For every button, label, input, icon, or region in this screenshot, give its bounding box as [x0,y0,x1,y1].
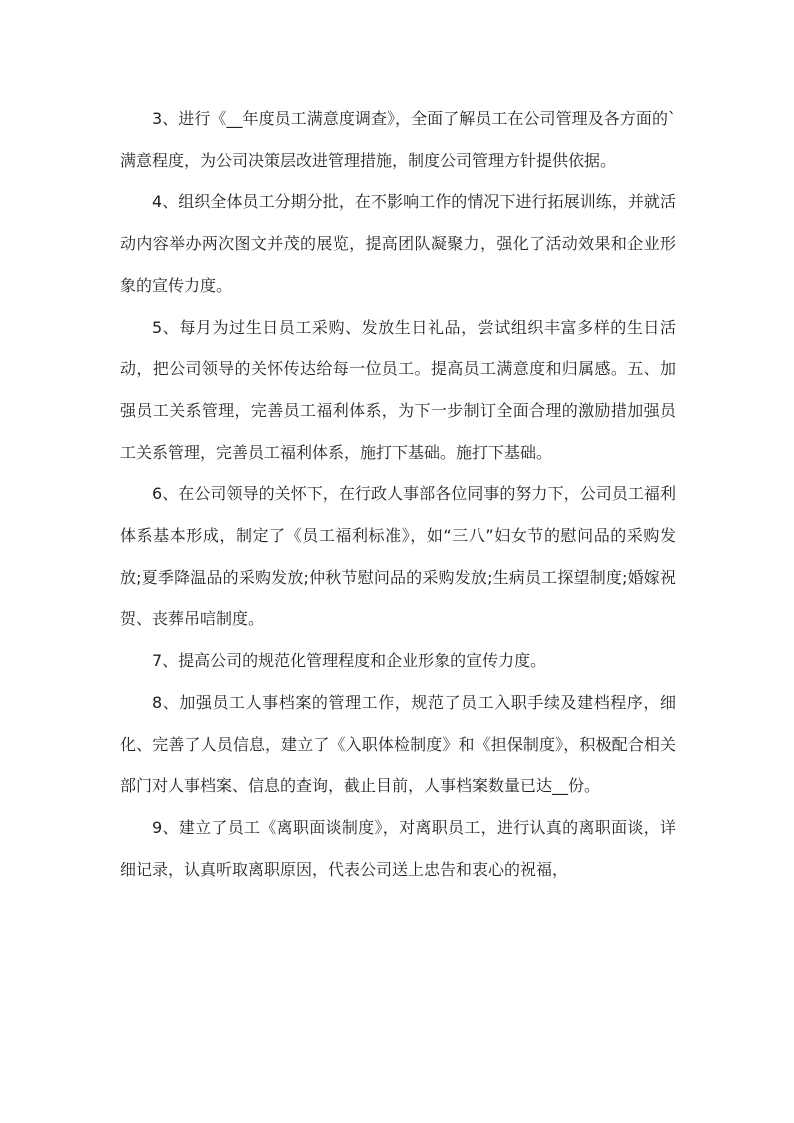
paragraph-item-6: 6、在公司领导的关怀下，在行政人事部各位同事的努力下，公司员工福利体系基本形成，制定了《员工福利标准》，如“三八”妇女节的慰问品的采购发放;夏季降温品的采购发放;仲秋节慰问品的采购发放;生病员工探望制度;婚嫁祝贺、丧葬吊唁制度。 [120,484,676,629]
document-body [120,98,676,890]
paragraph-item-8: 8、加强员工人事档案的管理工作，规范了员工入职手续及建档程序，细化、完善了人员信息，建立了《入职体检制度》和《担保制度》，积极配合相关部门对人事档案、信息的查询，截止目前，人事档案数量已达__份。 [120,692,676,796]
paragraph-item-7: 7、提高公司的规范化管理程度和企业形象的宣传力度。 [152,651,547,671]
paragraph-item-4: 4、组织全体员工分期分批，在不影响工作的情况下进行拓展训练，并就活动内容举办两次图文并茂的展览，提高团队凝聚力，强化了活动效果和企业形象的宣传力度。 [120,192,676,295]
paragraph-item-9: 9、建立了员工《离职面谈制度》，对离职员工，进行认真的离职面谈，详细记录，认真听取离职原因，代表公司送上忠告和衷心的祝福， [120,817,676,879]
paragraph-item-5: 5、每月为过生日员工采购、发放生日礼品，尝试组织丰富多样的生日活动，把公司领导的关怀传达给每一位员工。提高员工满意度和归属感。五、加强员工关系管理，完善员工福利体系，为下一步制订全面合理的激励措加强员工关系管理，完善员工福利体系，施打下基础。施打下基础。 [120,317,676,462]
paragraph-item-3: 3、进行《__年度员工满意度调查》，全面了解员工在公司管理及各方面的`满意程度，为公司决策层改进管理措施，制度公司管理方针提供依据。 [120,109,676,170]
